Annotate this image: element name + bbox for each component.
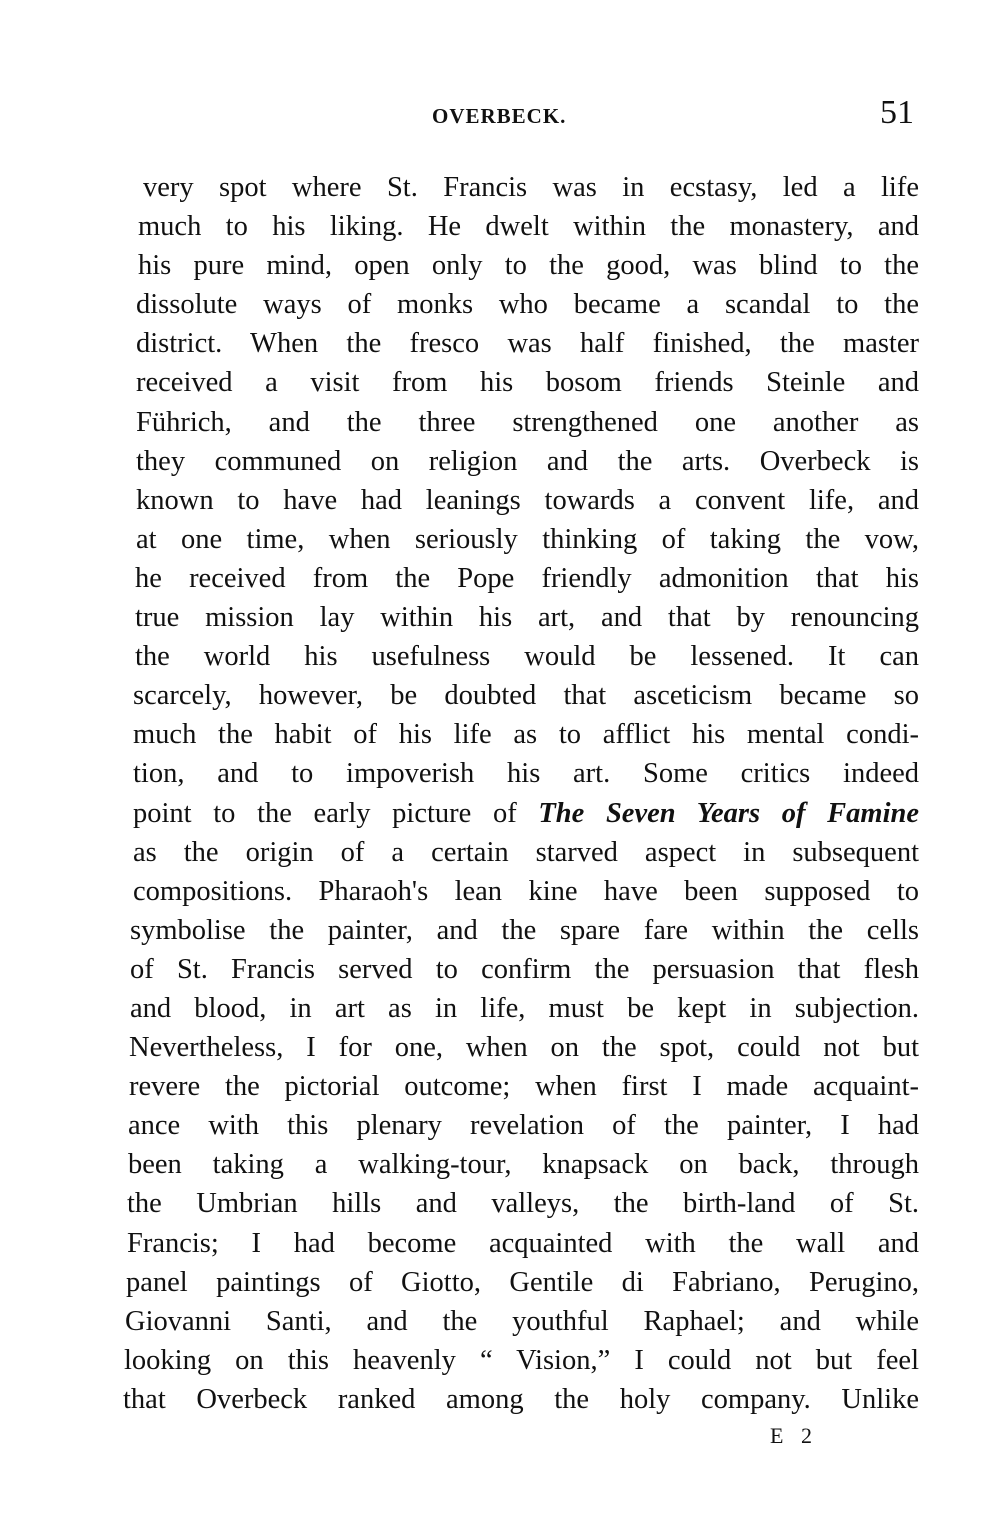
text-line: much the habit of his life as to afflict his mental condi- <box>133 719 919 751</box>
text-line: his pure mind, open only to the good, was blind to the <box>138 250 919 282</box>
text-line: he received from the Pope friendly admonition that his <box>135 562 919 594</box>
text-line: the Umbrian hills and valleys, the birth-land of St. <box>127 1188 919 1220</box>
text-line: at one time, when seriously thinking of taking the vow, <box>136 523 919 555</box>
header-title: OVERBECK. <box>432 104 567 128</box>
text-line: known to have had leanings towards a convent life, and <box>136 484 919 516</box>
text-line: as the origin of a certain starved aspect in subsequent <box>133 836 919 868</box>
text-line: Giovanni Santi, and the youthful Raphael; and while <box>125 1305 919 1337</box>
text-line: Führich, and the three strengthened one another as <box>136 406 919 438</box>
text-line: panel paintings of Giotto, Gentile di Fabriano, Perugino, <box>126 1266 919 1298</box>
text-line <box>133 794 919 833</box>
text-line: ance with this plenary revelation of the painter, I had <box>128 1110 919 1142</box>
text-line: they communed on religion and the arts. Overbeck is <box>136 445 919 477</box>
text-line: received a visit from his bosom friends Steinle and <box>136 367 919 399</box>
text-segment: point to the early picture of <box>133 797 539 829</box>
text-line: Francis; I had become acquainted with the wall and <box>127 1227 919 1259</box>
body-text <box>123 168 919 1419</box>
text-line: the world his usefulness would be lessened. It can <box>135 641 919 673</box>
text-line: and blood, in art as in life, must be kept in subjection. <box>130 992 919 1024</box>
text-line: tion, and to impoverish his art. Some critics indeed <box>133 758 919 790</box>
text-line: much to his liking. He dwelt within the monastery, and <box>138 211 919 243</box>
text-line: of St. Francis served to confirm the persuasion that flesh <box>130 953 919 985</box>
text-line: revere the pictorial outcome; when first I made acquaint- <box>129 1071 919 1103</box>
italic-title: The Seven Years of Famine <box>538 797 919 829</box>
text-line: Nevertheless, I for one, when on the spot, could not but <box>129 1032 919 1064</box>
text-line: been taking a walking-tour, knapsack on back, through <box>128 1149 919 1181</box>
text-line: very spot where St. Francis was in ecstasy, led a life <box>143 172 919 203</box>
text-line: symbolise the painter, and the spare fare within the cells <box>130 914 919 946</box>
signature-mark: E 2 <box>770 1423 818 1448</box>
page-number: 51 <box>880 94 914 131</box>
text-line: looking on this heavenly “ Vision,” I could not but feel <box>124 1344 919 1376</box>
text-line: district. When the fresco was half finished, the master <box>136 328 919 360</box>
text-line: true mission lay within his art, and that by renouncing <box>135 602 919 634</box>
text-line: scarcely, however, be doubted that asceticism became so <box>133 680 919 712</box>
text-line: dissolute ways of monks who became a scandal to the <box>136 289 919 321</box>
text-line: compositions. Pharaoh's lean kine have been supposed to <box>133 875 919 907</box>
text-line: that Overbeck ranked among the holy company. Unlike <box>123 1383 919 1415</box>
